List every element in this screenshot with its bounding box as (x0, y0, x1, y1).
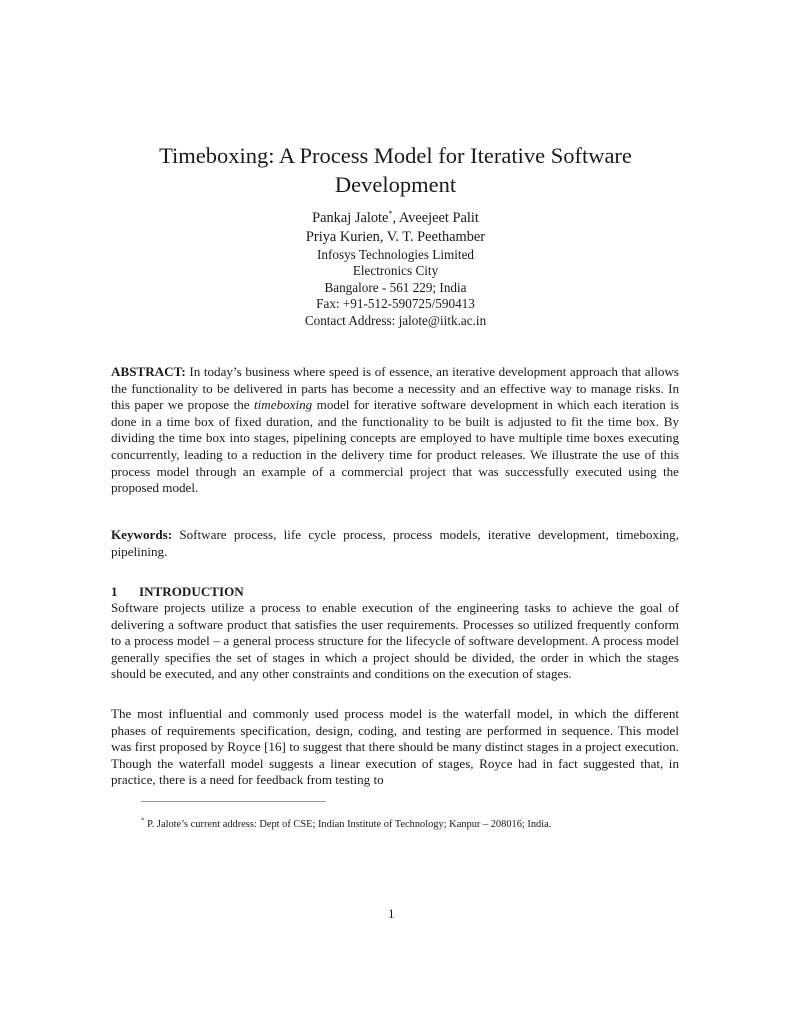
keywords-text: Software process, life cycle process, process models, iterative development, timeboxing, pipelining. (111, 527, 679, 559)
footnote-text: P. Jalote’s current address: Dept of CSE; Indian Institute of Technology; Kanpur – 208016; India. (144, 819, 552, 830)
abstract-emphasis: timeboxing (254, 397, 313, 413)
intro-paragraph-2 (111, 706, 679, 789)
abstract-label: ABSTRACT: (111, 364, 186, 379)
affiliation-fax: Fax: +91-512-590725/590413 (316, 296, 475, 312)
author-line-1 (200, 209, 591, 228)
affiliation-company: Infosys Technologies Limited (316, 247, 475, 262)
abstract-text-cont: model for iterative software development in which each iteration is done in a time box of fixed duration, and the functionality to be built is adjusted to fit the time box. By dividing the time box into stages, pipelining concepts are employed to have multiple time boxes executing concurrently, leading to a reduction in the delivery time for product releases. We illustrate the use of this process model through an example of a commercial project that was successfully executed using the proposed model. (111, 397, 679, 496)
paper-title (120, 141, 671, 199)
intro-paragraph-1 (111, 600, 679, 683)
paragraph-text: Software projects utilize a process to enable execution of the engineering tasks to achieve the goal of delivering a software product that satisfies the user requirements. Processes so utilized frequently conform to a process model – a general process structure for the lifecycle of software development. A process model generally specifies the set of stages in which a project should be divided, the order in which the stages should be executed, and any other constraints and conditions on the execution of stages. (111, 600, 679, 682)
footnote (141, 818, 551, 831)
title-line-1: Timeboxing: A Process Model for Iterative Software (159, 143, 632, 168)
footnote-mark: * (141, 816, 145, 825)
affiliation-location: Electronics City (352, 263, 439, 279)
keywords-label: Keywords: (111, 527, 173, 542)
keywords (111, 527, 679, 560)
footnote-divider (141, 801, 326, 802)
affiliation-contact: Contact Address: jalote@iitk.ac.in (304, 312, 487, 328)
footnote-mark: * (388, 209, 393, 219)
section-heading (111, 584, 244, 600)
paragraph-text: The most influential and commonly used process model is the waterfall model, in which the different phases of requirements specification, design, coding, and testing are performed in sequence. This model was first proposed by Royce [16] to suggest that there should be many distinct stages in a project execution. Though the waterfall model suggests a linear execution of stages, Royce had in fact suggested that, in practice, there is a need for feedback from testing to (111, 706, 679, 788)
author-line-2: Priya Kurien, V. T. Peethamber (305, 229, 486, 245)
page-number: 1 (388, 906, 395, 921)
author-block (200, 209, 591, 329)
section-title: INTRODUCTION (139, 584, 244, 599)
section-number: 1 (111, 584, 118, 599)
author-names-rest: , Aveejeet Palit (392, 210, 479, 226)
title-line-2: Development (334, 172, 457, 197)
abstract (111, 364, 679, 497)
abstract-text: In today’s business where speed is of essence, an iterative development approach that allows the functionality to be delivered in parts has become a necessity and an effective way to manage risks. In this paper we propose the (111, 364, 679, 413)
affiliation-city: Bangalore - 561 229; India (324, 279, 467, 295)
author-name: Pankaj Jalote (312, 210, 389, 226)
